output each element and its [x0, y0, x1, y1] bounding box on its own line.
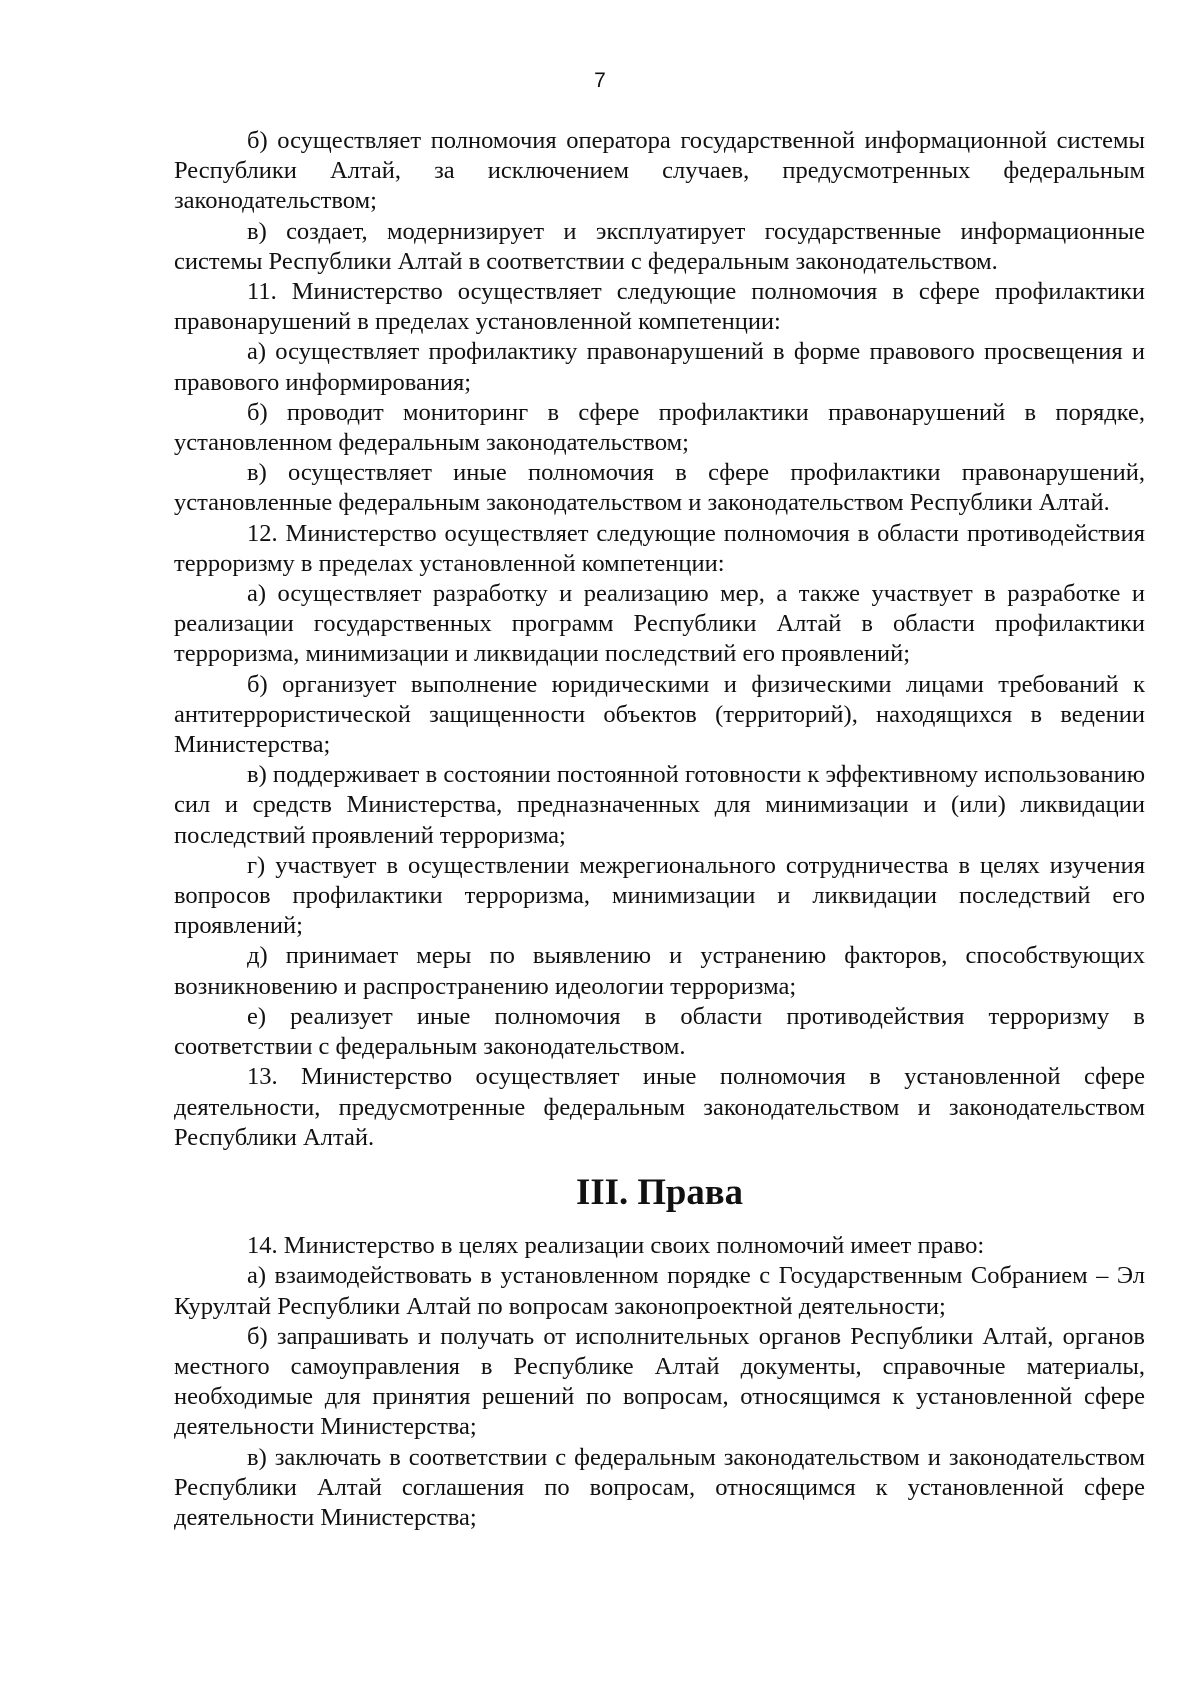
paragraph-11v: в) осуществляет иные полномочия в сфере профилактики правонарушений, установленные федеральным законодательством и законодательством Республики Алтай. — [174, 459, 1145, 517]
paragraph-12e: е) реализует иные полномочия в области противодействия терроризму в соответствии с федеральным законодательством. — [174, 1002, 1145, 1061]
paragraph-11b: б) проводит мониторинг в сфере профилактики правонарушений в порядке, установленном федеральным законодательством; — [174, 398, 1145, 457]
paragraph-12g: г) участвует в осуществлении межрегионального сотрудничества в целях изучения вопросов профилактики терроризма, минимизации и ликвидации последствий его проявлений; — [174, 851, 1145, 940]
paragraph-12a: а) осуществляет разработку и реализацию мер, а также участвует в разработке и реализации государственных программ Республики Алтай в области профилактики терроризма, минимизации и ликвидации последствий его проявлений; — [174, 580, 1145, 668]
paragraph-11a: а) осуществляет профилактику правонарушений в форме правового просвещения и правового информирования; — [174, 338, 1145, 396]
document-body — [174, 126, 1145, 1533]
paragraph-14: 14. Министерство в целях реализации своих полномочий имеет право: — [247, 1232, 985, 1260]
paragraph-11: 11. Министерство осуществляет следующие полномочия в сфере профилактики правонарушений в пределах установленной компетенции: — [174, 278, 1145, 336]
paragraph-12d: д) принимает меры по выявлению и устранению факторов, способствующих возникновению и распространению идеологии терроризма; — [174, 942, 1145, 1000]
page-number: 7 — [594, 69, 606, 92]
paragraph-6v: в) создает, модернизирует и эксплуатирует государственные информационные системы Республики Алтай в соответствии с федеральным законодательством. — [174, 217, 1145, 275]
paragraph-14a: а) взаимодействовать в установленном порядке с Государственным Собранием – Эл Курултай Республики Алтай по вопросам законопроектной деятельности; — [174, 1262, 1145, 1320]
paragraph-12b: б) организует выполнение юридическими и физическими лицами требований к антитеррористической защищенности объектов (территорий), находящихся в ведении Министерства; — [174, 670, 1145, 759]
paragraph-12: 12. Министерство осуществляет следующие полномочия в области противодействия терроризму в пределах установленной компетенции: — [174, 519, 1145, 577]
paragraph-13: 13. Министерство осуществляет иные полномочия в установленной сфере деятельности, предусмотренные федеральным законодательством и законодательством Республики Алтай. — [174, 1063, 1145, 1151]
paragraph-12v: в) поддерживает в состоянии постоянной готовности к эффективному использованию сил и средств Министерства, предназначенных для минимизации и (или) ликвидации последствий проявлений терроризма; — [174, 761, 1145, 849]
paragraph-14b: б) запрашивать и получать от исполнительных органов Республики Алтай, органов местного самоуправления в Республике Алтай документы, справочные материалы, необходимые для принятия решений по вопросам, относящимся к установленной сфере деятельности Министерства; — [174, 1322, 1145, 1441]
section-heading: III. Права — [576, 1170, 743, 1212]
paragraph-14v: в) заключать в соответствии с федеральным законодательством и законодательством Республики Алтай соглашения по вопросам, относящимся к установленной сфере деятельности Министерства; — [174, 1443, 1145, 1531]
paragraph-6b: б) осуществляет полномочия оператора государственной информационной системы Республики Алтай, за исключением случаев, предусмотренных федеральным законодательством; — [174, 127, 1145, 215]
